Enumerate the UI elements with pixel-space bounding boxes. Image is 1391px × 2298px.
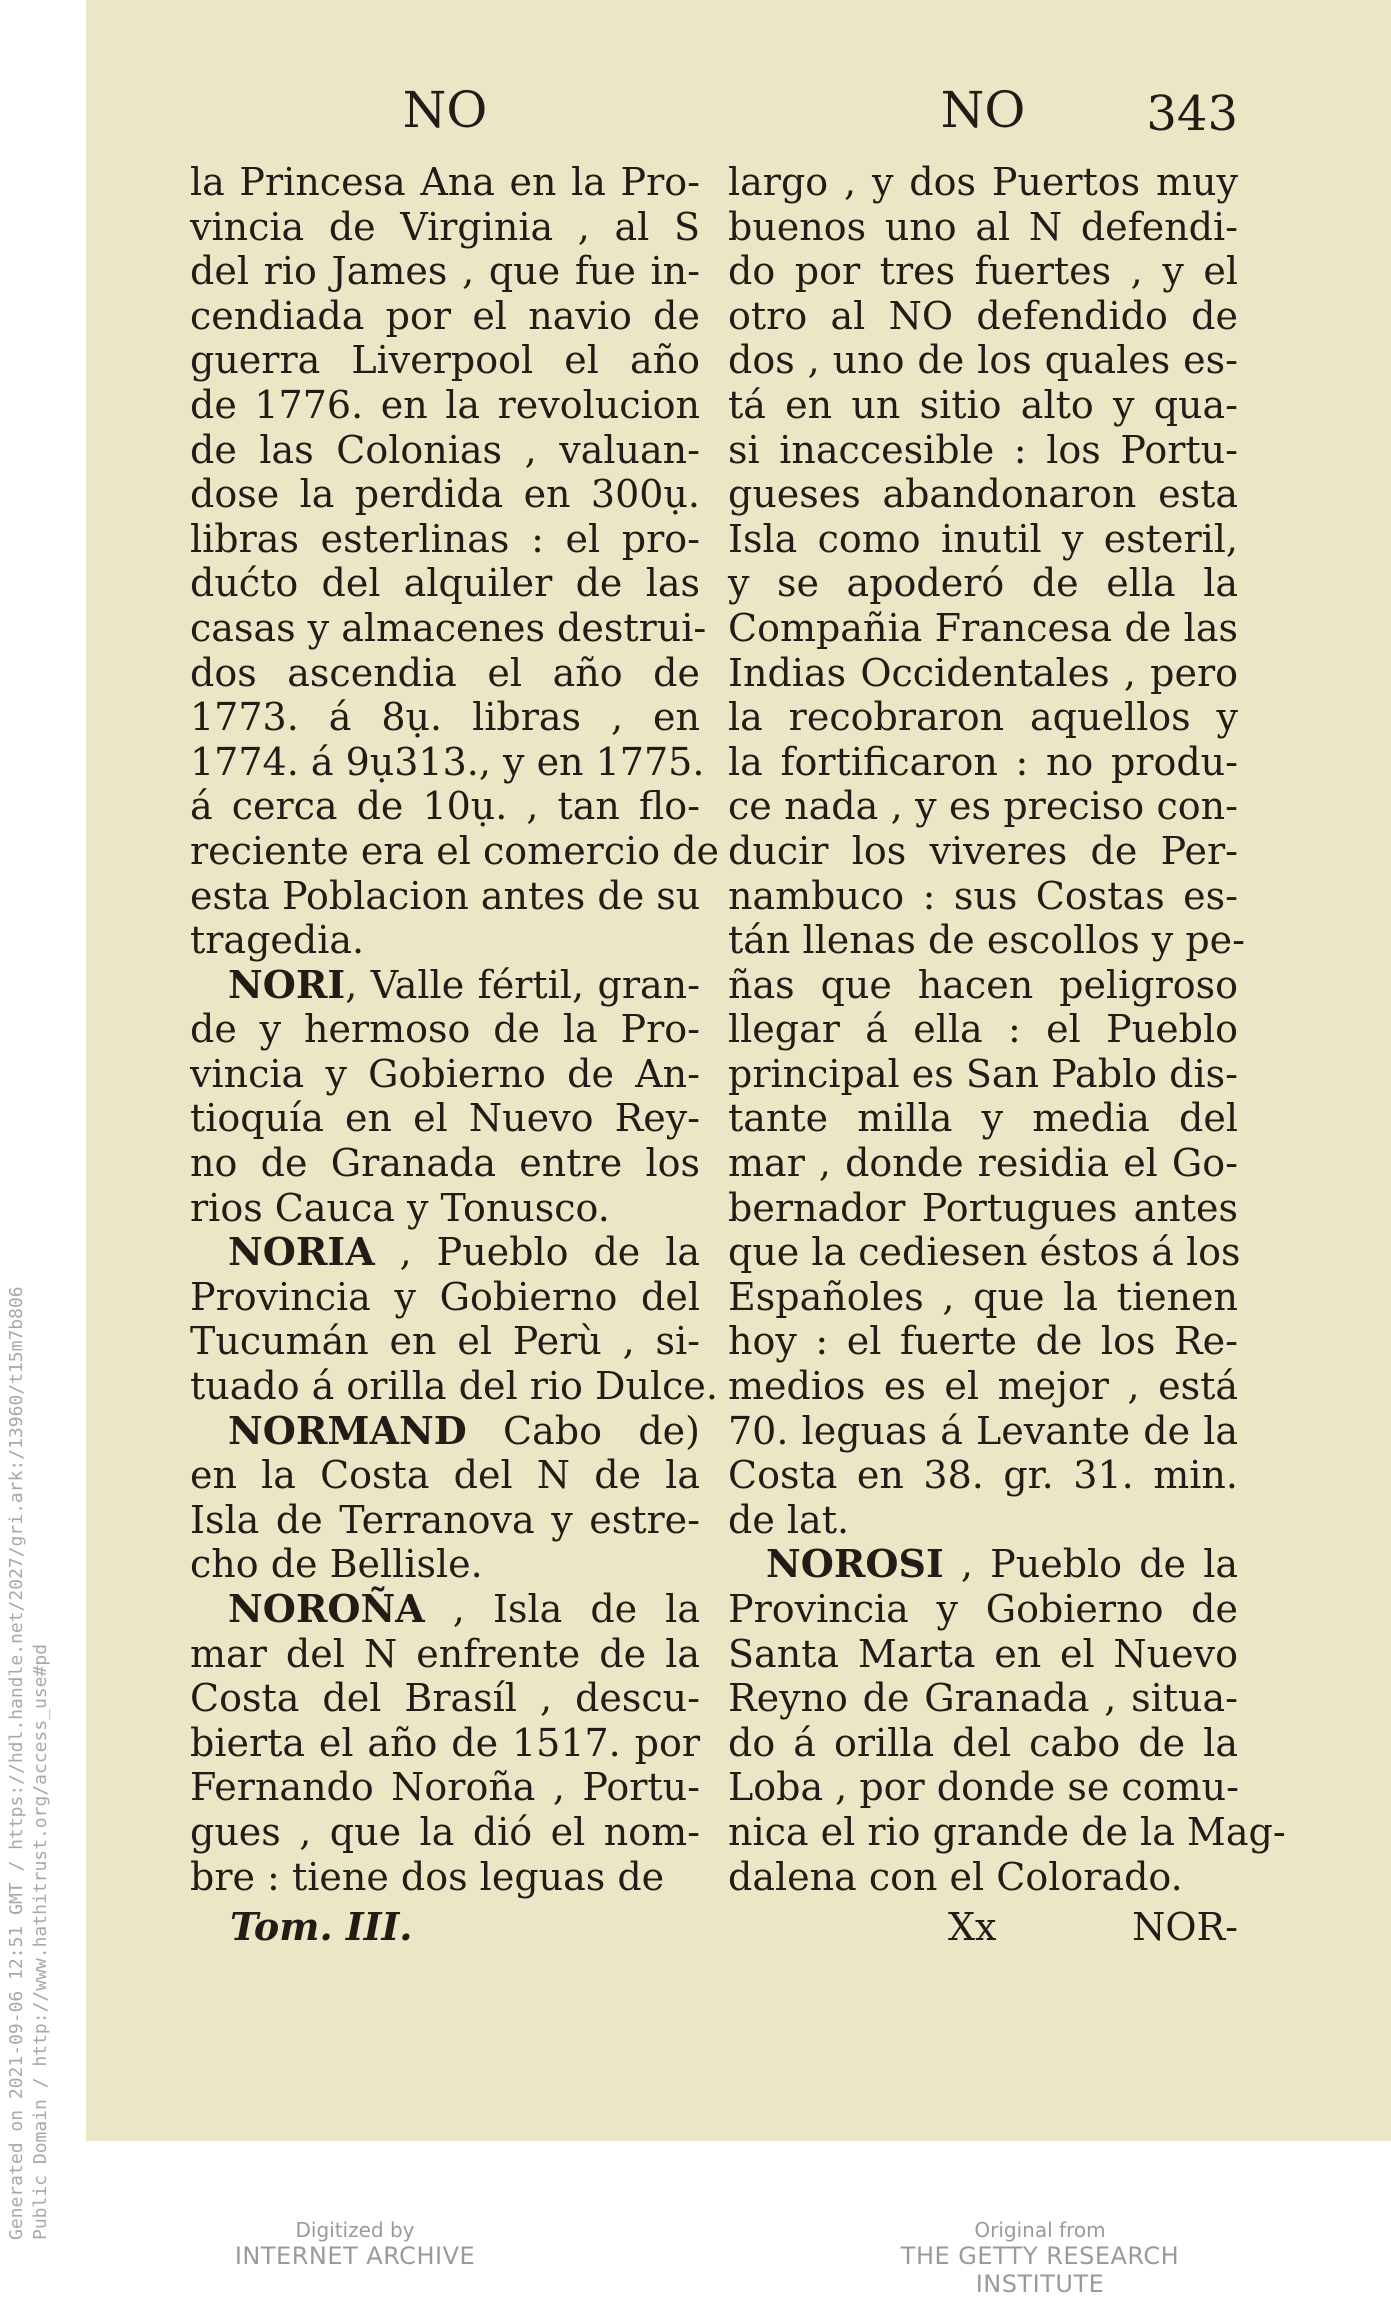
text-line: de las Colonias , valuan- bbox=[190, 427, 700, 472]
text-line: Indias Occidentales , pero bbox=[728, 650, 1238, 695]
text-line: gueses abandonaron esta bbox=[728, 472, 1238, 517]
text-line: Santa Marta en el Nuevo bbox=[728, 1631, 1238, 1676]
original-from-label: Original from bbox=[974, 2218, 1106, 2242]
stamp-line-2: Public Domain / http://www.hathitrust.org/access_use#pd bbox=[30, 1643, 51, 2240]
signature-mark: Xx bbox=[948, 1905, 997, 1950]
text-line: tá en un sitio alto y qua- bbox=[728, 382, 1238, 427]
text-line: casas y almacenes destrui- bbox=[190, 605, 707, 650]
text-line: rios Cauca y Tonusco. bbox=[190, 1185, 610, 1230]
text-line: dalena con el Colorado. bbox=[728, 1854, 1183, 1899]
text-line: la fortificaron : no produ- bbox=[728, 739, 1238, 784]
text-line: guerra Liverpool el año bbox=[190, 338, 700, 383]
text-line: ce nada , y es preciso con- bbox=[728, 784, 1238, 829]
digitized-by bbox=[210, 2218, 500, 2270]
text-line: tán llenas de escollos y pe- bbox=[728, 918, 1245, 963]
catchword: NOR- bbox=[1132, 1905, 1238, 1950]
text-line: de lat. bbox=[728, 1497, 850, 1542]
text-line: vincia de Virginia , al S bbox=[190, 204, 700, 249]
text-line: mar , donde residia el Go- bbox=[728, 1141, 1238, 1186]
text-line: Fernando Noroña , Portu- bbox=[190, 1765, 700, 1810]
entry-headword: NORMAND bbox=[228, 1407, 467, 1453]
right-text-body bbox=[728, 160, 1286, 1899]
entry-headword: NOROÑA bbox=[228, 1586, 425, 1631]
text-line: bierta el año de 1517. por bbox=[190, 1720, 700, 1765]
text-line: de y hermoso de la Pro- bbox=[190, 1007, 700, 1052]
text-line: tante milla y media del bbox=[728, 1096, 1238, 1141]
right-column bbox=[728, 80, 1286, 1950]
text-line: Compañia Francesa de las bbox=[728, 605, 1238, 650]
left-footer-line bbox=[190, 1905, 700, 1950]
original-from bbox=[850, 2218, 1230, 2298]
text-line: dose la perdida en 300ụ. bbox=[190, 472, 700, 517]
text-line: Loba , por donde se comu- bbox=[728, 1765, 1239, 1810]
text-line: mar del N enfrente de la bbox=[190, 1631, 700, 1676]
text-line: Costa del Brasíl , descu- bbox=[190, 1676, 700, 1721]
text-line: NOROSI , Pueblo de la bbox=[766, 1541, 1238, 1587]
text-line: libras esterlinas : el pro- bbox=[190, 516, 700, 561]
entry-headword: NORI bbox=[228, 961, 346, 1007]
digitized-by-label: Digitized by bbox=[295, 2218, 415, 2242]
text-line: 1773. á 8ụ. libras , en bbox=[190, 695, 700, 740]
text-line: tuado á orilla del rio Dulce. bbox=[190, 1364, 718, 1409]
entry-headword: NOROSI bbox=[766, 1541, 944, 1587]
text-line: 70. leguas á Levante de la bbox=[728, 1408, 1238, 1453]
text-line: NORMAND Cabo de) bbox=[228, 1407, 700, 1453]
text-line: del rio James , que fue in- bbox=[190, 249, 700, 294]
text-line: dos ascendia el año de bbox=[190, 650, 700, 695]
entry-headword: NORIA bbox=[228, 1229, 375, 1275]
text-line: que la cediesen éstos á los bbox=[728, 1230, 1241, 1275]
running-head-right: NO bbox=[940, 81, 1026, 139]
text-line: hoy : el fuerte de los Re- bbox=[728, 1319, 1238, 1364]
getty-institute-label: THE GETTY RESEARCH INSTITUTE bbox=[900, 2242, 1180, 2298]
text-line: la recobraron aquellos y bbox=[728, 695, 1238, 740]
text-line: Provincia y Gobierno del bbox=[190, 1274, 700, 1319]
text-line: en la Costa del N de la bbox=[190, 1453, 700, 1498]
text-line: cendiada por el navio de bbox=[190, 293, 700, 338]
text-line: Tucumán en el Perù , si- bbox=[190, 1319, 700, 1364]
text-line: nambuco : sus Costas es- bbox=[728, 873, 1238, 918]
text-line: do á orilla del cabo de la bbox=[728, 1720, 1238, 1765]
left-header bbox=[190, 80, 700, 160]
text-line: gues , que la dió el nom- bbox=[190, 1809, 700, 1854]
text-line: NOROÑA , Isla de la bbox=[228, 1586, 700, 1631]
text-line: tragedia. bbox=[190, 918, 365, 963]
text-line: 1774. á 9ụ313., y en 1775. bbox=[190, 739, 705, 784]
text-line: largo , y dos Puertos muy bbox=[728, 160, 1238, 204]
text-line: Costa en 38. gr. 31. min. bbox=[728, 1453, 1238, 1498]
left-text-body bbox=[190, 160, 720, 1899]
text-line: Reyno de Granada , situa- bbox=[728, 1676, 1238, 1721]
text-line: Provincia y Gobierno de bbox=[728, 1587, 1238, 1631]
text-line: Isla de Terranova y estre- bbox=[190, 1497, 700, 1542]
text-line: ducir los viveres de Per- bbox=[728, 828, 1238, 873]
page-number: 343 bbox=[1146, 86, 1238, 142]
volume-signature: Tom. III. bbox=[230, 1904, 413, 1950]
internet-archive-label: INTERNET ARCHIVE bbox=[234, 2242, 476, 2270]
right-header bbox=[728, 80, 1238, 160]
text-line: otro al NO defendido de bbox=[728, 293, 1238, 338]
text-line: llegar á ella : el Pueblo bbox=[728, 1007, 1238, 1052]
text-line: bre : tiene dos leguas de bbox=[190, 1854, 665, 1899]
right-footer-line bbox=[728, 1905, 1238, 1950]
text-line: ñas que hacen peligroso bbox=[728, 962, 1238, 1007]
text-line: NORI, Valle fértil, gran- bbox=[228, 961, 700, 1007]
text-line: buenos uno al N defendi- bbox=[728, 204, 1238, 249]
stamp-line-1: Generated on 2021-09-06 12:51 GMT / https://hdl.handle.net/2027/gri.ark:/13960/t15m7b806 bbox=[6, 1286, 27, 2240]
text-line: do por tres fuertes , y el bbox=[728, 249, 1238, 294]
text-line: medios es el mejor , está bbox=[728, 1364, 1238, 1409]
text-line: no de Granada entre los bbox=[190, 1141, 700, 1186]
text-line: y se apoderó de ella la bbox=[728, 561, 1238, 606]
text-line: reciente era el comercio de bbox=[190, 828, 720, 873]
text-line: Españoles , que la tienen bbox=[728, 1274, 1238, 1319]
text-line: la Princesa Ana en la Pro- bbox=[190, 160, 700, 204]
text-line: principal es San Pablo dis- bbox=[728, 1051, 1238, 1096]
text-line: nica el rio grande de la Mag- bbox=[728, 1809, 1286, 1854]
text-line: cho de Bellisle. bbox=[190, 1542, 483, 1587]
text-line: esta Poblacion antes de su bbox=[190, 873, 701, 918]
text-line: á cerca de 10ụ. , tan flo- bbox=[190, 784, 700, 829]
text-line: dućto del alquiler de las bbox=[190, 561, 700, 606]
text-line: de 1776. en la revolucion bbox=[190, 382, 700, 427]
generation-stamp bbox=[0, 1150, 70, 2250]
text-line: Isla como inutil y esteril, bbox=[728, 516, 1238, 561]
text-line: NORIA , Pueblo de la bbox=[228, 1229, 700, 1275]
text-line: vincia y Gobierno de An- bbox=[190, 1051, 700, 1096]
text-line: bernador Portugues antes bbox=[728, 1185, 1238, 1230]
left-column bbox=[190, 80, 720, 1950]
running-head-left: NO bbox=[402, 81, 488, 139]
text-line: dos , uno de los quales es- bbox=[728, 338, 1238, 383]
text-line: si inaccesible : los Portu- bbox=[728, 427, 1238, 472]
text-line: tioquía en el Nuevo Rey- bbox=[190, 1096, 700, 1141]
